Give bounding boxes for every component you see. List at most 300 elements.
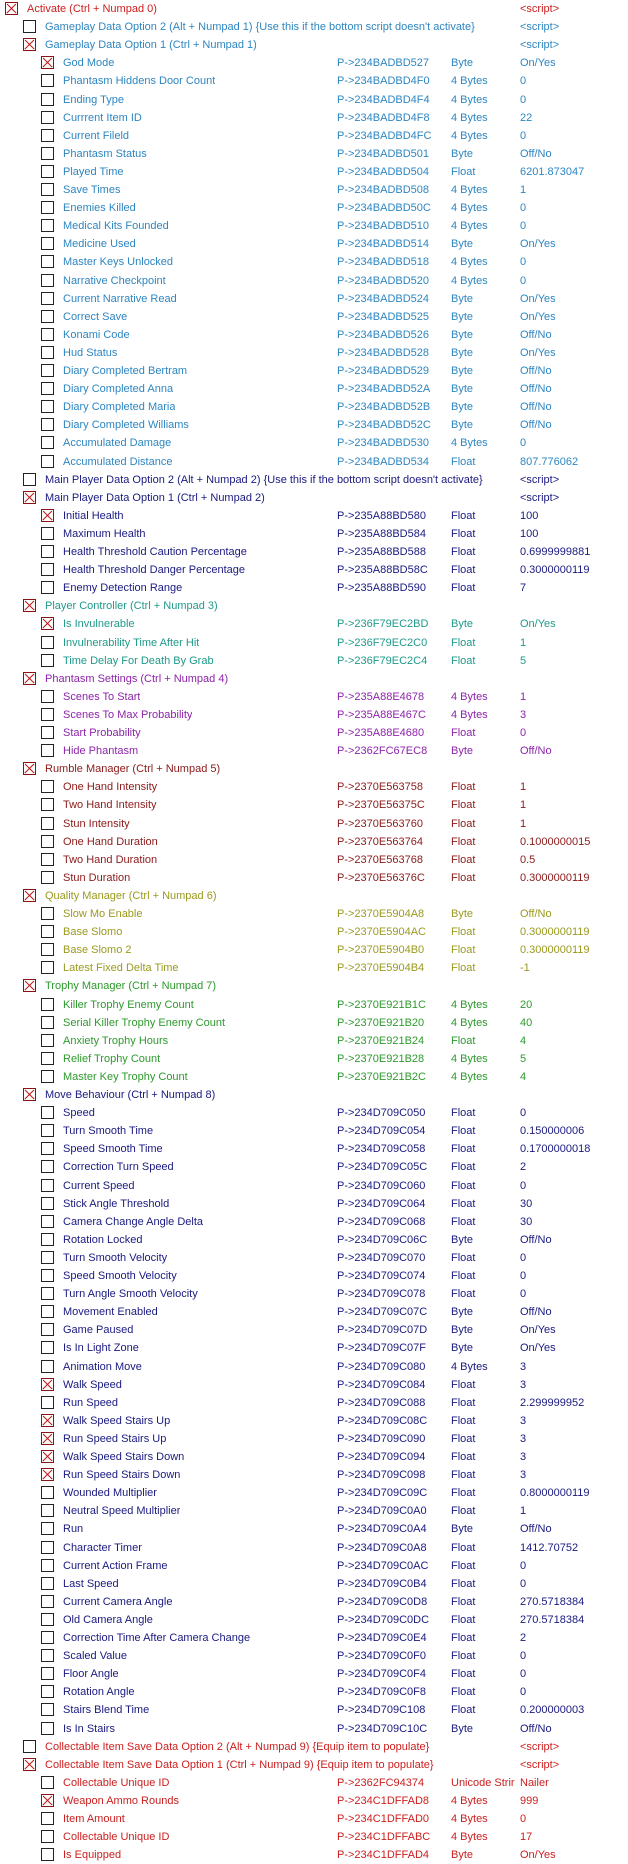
row-description-old-camera-angle[interactable]: Old Camera Angle bbox=[63, 1613, 153, 1626]
table-row[interactable] bbox=[0, 1557, 628, 1575]
row-type[interactable]: 4 Bytes bbox=[451, 274, 488, 287]
table-row[interactable] bbox=[0, 235, 628, 253]
row-description-initial-health[interactable]: Initial Health bbox=[63, 509, 124, 522]
table-row[interactable] bbox=[0, 1647, 628, 1665]
row-value[interactable]: Off/No bbox=[520, 365, 552, 377]
row-value[interactable]: 0 bbox=[520, 1813, 527, 1825]
checkbox-icon[interactable] bbox=[41, 871, 54, 884]
table-row[interactable] bbox=[0, 1376, 628, 1394]
table-row[interactable] bbox=[0, 109, 628, 127]
checkbox-checked-icon[interactable] bbox=[41, 1432, 54, 1445]
row-description-current-camera-angle[interactable]: Current Camera Angle bbox=[63, 1595, 173, 1608]
checkbox-checked-icon[interactable] bbox=[41, 509, 54, 522]
row-description-maximum-health[interactable]: Maximum Health bbox=[63, 527, 146, 540]
table-row[interactable] bbox=[0, 543, 628, 561]
row-value[interactable]: 3 bbox=[520, 1360, 527, 1373]
row-value[interactable]: 0.5 bbox=[520, 853, 536, 866]
table-row[interactable] bbox=[0, 941, 628, 959]
row-description-phantasm-settings-ctrl-numpad-4[interactable]: Phantasm Settings (Ctrl + Numpad 4) bbox=[45, 672, 229, 685]
table-row[interactable] bbox=[0, 1122, 628, 1140]
checkbox-icon[interactable] bbox=[41, 1269, 54, 1282]
table-row[interactable] bbox=[0, 1285, 628, 1303]
row-type[interactable]: 4 Bytes bbox=[451, 202, 488, 215]
row-description-invulnerability-time-after-hit[interactable]: Invulnerability Time After Hit bbox=[63, 636, 200, 649]
row-description-correction-turn-speed[interactable]: Correction Turn Speed bbox=[63, 1161, 174, 1174]
table-row[interactable] bbox=[0, 416, 628, 434]
row-value[interactable]: 0 bbox=[520, 220, 527, 233]
row-description-current-speed[interactable]: Current Speed bbox=[63, 1179, 135, 1192]
row-value[interactable]: 1 bbox=[520, 1505, 527, 1518]
row-type[interactable]: 4 Bytes bbox=[451, 184, 488, 196]
table-row[interactable] bbox=[0, 1158, 628, 1176]
row-value[interactable]: Off/No bbox=[520, 745, 552, 758]
row-description-stun-duration[interactable]: Stun Duration bbox=[63, 871, 131, 884]
row-address[interactable]: P->234D709C084 bbox=[337, 1378, 426, 1391]
row-description-currrent-item-id[interactable]: Currrent Item ID bbox=[63, 111, 142, 124]
row-value[interactable]: 6201.873047 bbox=[520, 165, 585, 178]
row-address[interactable]: P->234D709C050 bbox=[337, 1107, 426, 1120]
row-address[interactable]: P->234D709C0A4 bbox=[337, 1523, 427, 1536]
checkbox-icon[interactable] bbox=[41, 455, 54, 468]
checkbox-icon[interactable] bbox=[41, 1341, 54, 1354]
table-row[interactable] bbox=[0, 1213, 628, 1231]
checkbox-icon[interactable] bbox=[41, 726, 54, 739]
row-address[interactable]: P->234D709C0D8 bbox=[337, 1595, 428, 1608]
row-value[interactable]: 1 bbox=[520, 184, 527, 196]
row-address[interactable]: P->234BADBD525 bbox=[337, 310, 430, 323]
table-row[interactable] bbox=[0, 869, 628, 887]
row-type[interactable]: Float bbox=[451, 1704, 476, 1717]
table-row[interactable] bbox=[0, 742, 628, 760]
row-type[interactable]: Float bbox=[451, 1396, 476, 1409]
table-row[interactable] bbox=[0, 923, 628, 941]
row-type[interactable]: Float bbox=[451, 1161, 476, 1174]
row-description-movement-enabled[interactable]: Movement Enabled bbox=[63, 1306, 158, 1319]
table-row[interactable] bbox=[0, 1792, 628, 1810]
table-row[interactable] bbox=[0, 1756, 628, 1774]
checkbox-icon[interactable] bbox=[41, 1070, 54, 1083]
checkbox-icon[interactable] bbox=[41, 1522, 54, 1535]
checkbox-icon[interactable] bbox=[41, 961, 54, 974]
row-type[interactable]: Float bbox=[451, 1432, 476, 1445]
table-row[interactable] bbox=[0, 163, 628, 181]
row-address[interactable]: P->234D709C0A8 bbox=[337, 1541, 427, 1554]
row-value[interactable]: 2 bbox=[520, 1161, 527, 1174]
checkbox-checked-icon[interactable] bbox=[5, 2, 18, 15]
row-value[interactable]: 0.3000000119 bbox=[520, 926, 590, 939]
table-row[interactable] bbox=[0, 1068, 628, 1086]
checkbox-icon[interactable] bbox=[41, 147, 54, 160]
row-type[interactable]: Float bbox=[451, 962, 476, 975]
row-type[interactable]: Float bbox=[451, 1668, 476, 1681]
row-description-main-player-data-option-1-ctrl-numpad-2[interactable]: Main Player Data Option 1 (Ctrl + Numpad 2) bbox=[45, 491, 265, 504]
row-type[interactable]: 4 Bytes bbox=[451, 1794, 488, 1807]
row-description-floor-angle[interactable]: Floor Angle bbox=[63, 1668, 119, 1681]
row-address[interactable]: P->2370E921B24 bbox=[337, 1034, 425, 1047]
row-type[interactable]: 4 Bytes bbox=[451, 1831, 488, 1844]
row-description-trophy-manager-ctrl-numpad-7[interactable]: Trophy Manager (Ctrl + Numpad 7) bbox=[45, 980, 217, 993]
row-value[interactable]: 3 bbox=[520, 1378, 527, 1391]
table-row[interactable] bbox=[0, 1177, 628, 1195]
row-value[interactable]: 0.8000000119 bbox=[520, 1487, 590, 1500]
row-address[interactable]: P->2370E563768 bbox=[337, 853, 423, 866]
row-description-medical-kits-founded[interactable]: Medical Kits Founded bbox=[63, 220, 169, 233]
table-row[interactable] bbox=[0, 652, 628, 670]
checkbox-checked-icon[interactable] bbox=[41, 1794, 54, 1807]
row-type[interactable]: Byte bbox=[451, 365, 474, 377]
table-row[interactable] bbox=[0, 1050, 628, 1068]
row-type[interactable]: Float bbox=[451, 1650, 476, 1663]
row-description-is-invulnerable[interactable]: Is Invulnerable bbox=[63, 618, 135, 631]
row-description-speed[interactable]: Speed bbox=[63, 1107, 95, 1120]
row-type[interactable]: Float bbox=[451, 1215, 476, 1228]
table-row[interactable] bbox=[0, 507, 628, 525]
row-description-run-speed[interactable]: Run Speed bbox=[63, 1396, 119, 1409]
row-address[interactable]: P->236F79EC2C4 bbox=[337, 654, 428, 667]
table-row[interactable] bbox=[0, 634, 628, 652]
row-address[interactable]: P->2370E56375C bbox=[337, 799, 425, 812]
row-value[interactable]: 0 bbox=[520, 1686, 527, 1699]
row-type[interactable]: Byte bbox=[451, 745, 474, 758]
row-description-diary-completed-anna[interactable]: Diary Completed Anna bbox=[63, 383, 174, 396]
row-description-correction-time-after-camera-change[interactable]: Correction Time After Camera Change bbox=[63, 1632, 251, 1644]
row-address[interactable]: P->234D709C060 bbox=[337, 1179, 426, 1192]
checkbox-icon[interactable] bbox=[41, 654, 54, 667]
checkbox-icon[interactable] bbox=[41, 998, 54, 1011]
table-row[interactable] bbox=[0, 1104, 628, 1122]
table-row[interactable] bbox=[0, 1140, 628, 1158]
row-description-diary-completed-bertram[interactable]: Diary Completed Bertram bbox=[63, 365, 188, 377]
row-description-enemy-detection-range[interactable]: Enemy Detection Range bbox=[63, 582, 183, 595]
row-value[interactable]: 0 bbox=[520, 437, 527, 450]
row-type[interactable]: Float bbox=[451, 1469, 476, 1482]
row-type[interactable]: Float bbox=[451, 1270, 476, 1282]
checkbox-checked-icon[interactable] bbox=[41, 1378, 54, 1391]
table-row[interactable] bbox=[0, 1701, 628, 1719]
row-type[interactable]: 4 Bytes bbox=[451, 111, 488, 124]
checkbox-icon[interactable] bbox=[41, 237, 54, 250]
checkbox-icon[interactable] bbox=[41, 111, 54, 124]
row-description-collectable-unique-id[interactable]: Collectable Unique ID bbox=[63, 1831, 170, 1844]
table-row[interactable] bbox=[0, 561, 628, 579]
table-row[interactable] bbox=[0, 1358, 628, 1376]
row-type[interactable]: Float bbox=[451, 1414, 476, 1427]
row-address[interactable]: P->234BADBD52A bbox=[337, 383, 431, 396]
table-row[interactable] bbox=[0, 72, 628, 90]
row-value[interactable]: <script> bbox=[520, 3, 560, 15]
row-address[interactable]: P->234BADBD528 bbox=[337, 346, 430, 359]
row-type[interactable]: Float bbox=[451, 1505, 476, 1518]
row-description-walk-speed-stairs-down[interactable]: Walk Speed Stairs Down bbox=[63, 1451, 185, 1463]
row-address[interactable]: P->2370E563764 bbox=[337, 835, 423, 848]
row-type[interactable]: 4 Bytes bbox=[451, 1070, 488, 1083]
row-value[interactable]: 999 bbox=[520, 1794, 539, 1807]
table-row[interactable] bbox=[0, 1195, 628, 1213]
checkbox-checked-icon[interactable] bbox=[23, 491, 36, 504]
row-description-rumble-manager-ctrl-numpad-5[interactable]: Rumble Manager (Ctrl + Numpad 5) bbox=[45, 763, 221, 776]
row-address[interactable]: P->235A88E4678 bbox=[337, 690, 425, 703]
row-value[interactable]: 22 bbox=[520, 111, 533, 124]
row-address[interactable]: P->234BADBD527 bbox=[337, 57, 430, 70]
checkbox-icon[interactable] bbox=[41, 1848, 54, 1861]
checkbox-icon[interactable] bbox=[41, 219, 54, 232]
row-value[interactable]: 1 bbox=[520, 781, 527, 794]
checkbox-icon[interactable] bbox=[41, 1160, 54, 1173]
row-type[interactable]: Byte bbox=[451, 310, 474, 323]
table-row[interactable] bbox=[0, 1774, 628, 1792]
table-row[interactable] bbox=[0, 54, 628, 72]
table-row[interactable] bbox=[0, 996, 628, 1014]
checkbox-icon[interactable] bbox=[41, 129, 54, 142]
row-value[interactable]: Off/No bbox=[520, 147, 552, 160]
table-row[interactable] bbox=[0, 1738, 628, 1756]
table-row[interactable] bbox=[0, 1520, 628, 1538]
row-value[interactable]: 0 bbox=[520, 1251, 527, 1264]
row-type[interactable]: Float bbox=[451, 1378, 476, 1391]
row-description-medicine-used[interactable]: Medicine Used bbox=[63, 238, 136, 251]
row-type[interactable]: 4 Bytes bbox=[451, 708, 488, 721]
row-value[interactable]: 0.3000000119 bbox=[520, 944, 590, 957]
checkbox-icon[interactable] bbox=[41, 1179, 54, 1192]
checkbox-checked-icon[interactable] bbox=[41, 617, 54, 630]
row-description-serial-killer-trophy-enemy-count[interactable]: Serial Killer Trophy Enemy Count bbox=[63, 1016, 226, 1029]
checkbox-icon[interactable] bbox=[41, 1251, 54, 1264]
row-description-played-time[interactable]: Played Time bbox=[63, 165, 124, 178]
row-description-speed-smooth-velocity[interactable]: Speed Smooth Velocity bbox=[63, 1270, 177, 1282]
row-description-phantasm-hiddens-door-count[interactable]: Phantasm Hiddens Door Count bbox=[63, 75, 216, 88]
row-type[interactable]: 4 Bytes bbox=[451, 998, 488, 1011]
checkbox-icon[interactable] bbox=[41, 690, 54, 703]
row-description-walk-speed-stairs-up[interactable]: Walk Speed Stairs Up bbox=[63, 1414, 171, 1427]
checkbox-icon[interactable] bbox=[41, 1559, 54, 1572]
checkbox-icon[interactable] bbox=[41, 1396, 54, 1409]
row-type[interactable]: Byte bbox=[451, 346, 474, 359]
table-row[interactable] bbox=[0, 127, 628, 145]
table-row[interactable] bbox=[0, 362, 628, 380]
row-value[interactable]: 2 bbox=[520, 1632, 527, 1644]
checkbox-icon[interactable] bbox=[41, 1052, 54, 1065]
row-value[interactable]: <script> bbox=[520, 1758, 560, 1771]
checkbox-icon[interactable] bbox=[41, 310, 54, 323]
row-type[interactable]: Float bbox=[451, 1451, 476, 1463]
row-address[interactable]: P->234D709C094 bbox=[337, 1451, 426, 1463]
row-type[interactable]: Float bbox=[451, 1143, 476, 1156]
table-row[interactable] bbox=[0, 1846, 628, 1864]
table-row[interactable] bbox=[0, 380, 628, 398]
table-row[interactable] bbox=[0, 434, 628, 452]
row-value[interactable]: Off/No bbox=[520, 1722, 552, 1735]
row-type[interactable]: 4 Bytes bbox=[451, 690, 488, 703]
row-description-gameplay-data-option-1-ctrl-numpad-1[interactable]: Gameplay Data Option 1 (Ctrl + Numpad 1) bbox=[45, 39, 257, 52]
row-value[interactable]: On/Yes bbox=[520, 57, 556, 70]
row-description-one-hand-duration[interactable]: One Hand Duration bbox=[63, 835, 158, 848]
row-description-stairs-blend-time[interactable]: Stairs Blend Time bbox=[63, 1704, 150, 1717]
checkbox-icon[interactable] bbox=[41, 183, 54, 196]
row-description-two-hand-duration[interactable]: Two Hand Duration bbox=[63, 853, 158, 866]
table-row[interactable] bbox=[0, 253, 628, 271]
row-value[interactable]: 100 bbox=[520, 509, 539, 522]
checkbox-icon[interactable] bbox=[41, 1215, 54, 1228]
row-type[interactable]: Float bbox=[451, 1107, 476, 1120]
row-address[interactable]: P->234D709C0F0 bbox=[337, 1650, 426, 1663]
row-address[interactable]: P->234BADBD501 bbox=[337, 147, 430, 160]
table-row[interactable] bbox=[0, 1430, 628, 1448]
row-address[interactable]: P->234BADBD524 bbox=[337, 292, 430, 305]
row-type[interactable]: 4 Bytes bbox=[451, 220, 488, 233]
row-type[interactable]: Byte bbox=[451, 1324, 474, 1337]
row-type[interactable]: Float bbox=[451, 1251, 476, 1264]
row-value[interactable]: <script> bbox=[520, 491, 560, 504]
row-address[interactable]: P->234BADBD4F4 bbox=[337, 93, 430, 106]
row-value[interactable]: Off/No bbox=[520, 401, 552, 414]
row-value[interactable]: 0 bbox=[520, 1577, 527, 1590]
table-row[interactable] bbox=[0, 199, 628, 217]
row-address[interactable]: P->234D709C108 bbox=[337, 1704, 426, 1717]
checkbox-icon[interactable] bbox=[41, 1830, 54, 1843]
row-address[interactable]: P->234BADBD50C bbox=[337, 202, 431, 215]
row-description-diary-completed-maria[interactable]: Diary Completed Maria bbox=[63, 401, 176, 414]
checkbox-icon[interactable] bbox=[41, 1323, 54, 1336]
row-description-turn-smooth-velocity[interactable]: Turn Smooth Velocity bbox=[63, 1251, 168, 1264]
checkbox-icon[interactable] bbox=[23, 20, 36, 33]
row-type[interactable]: Byte bbox=[451, 57, 474, 70]
row-type[interactable]: Float bbox=[451, 817, 476, 830]
row-value[interactable]: Off/No bbox=[520, 328, 552, 341]
row-address[interactable]: P->236F79EC2BD bbox=[337, 618, 429, 631]
row-address[interactable]: P->2370E921B2C bbox=[337, 1070, 426, 1083]
checkbox-icon[interactable] bbox=[23, 473, 36, 486]
row-type[interactable]: Float bbox=[451, 564, 476, 577]
checkbox-icon[interactable] bbox=[41, 165, 54, 178]
row-description-relief-trophy-count[interactable]: Relief Trophy Count bbox=[63, 1052, 161, 1065]
row-type[interactable]: Float bbox=[451, 654, 476, 667]
row-value[interactable]: 20 bbox=[520, 998, 533, 1011]
row-address[interactable]: P->2370E56376C bbox=[337, 871, 425, 884]
row-address[interactable]: P->234BADBD526 bbox=[337, 328, 430, 341]
row-description-master-key-trophy-count[interactable]: Master Key Trophy Count bbox=[63, 1070, 188, 1083]
row-value[interactable]: 3 bbox=[520, 1432, 527, 1445]
row-description-is-in-stairs[interactable]: Is In Stairs bbox=[63, 1722, 115, 1735]
row-address[interactable]: P->235A88E467C bbox=[337, 708, 426, 721]
row-address[interactable]: P->234D709C080 bbox=[337, 1360, 426, 1373]
row-address[interactable]: P->234D709C078 bbox=[337, 1288, 426, 1301]
row-type[interactable]: Byte bbox=[451, 401, 474, 414]
row-description-run[interactable]: Run bbox=[63, 1523, 84, 1536]
checkbox-icon[interactable] bbox=[41, 1106, 54, 1119]
table-row[interactable] bbox=[0, 18, 628, 36]
row-address[interactable]: P->234D709C064 bbox=[337, 1197, 426, 1210]
row-type[interactable]: Byte bbox=[451, 383, 474, 396]
checkbox-icon[interactable] bbox=[41, 1305, 54, 1318]
table-row[interactable] bbox=[0, 1720, 628, 1738]
row-address[interactable]: P->234D709C054 bbox=[337, 1125, 426, 1138]
row-address[interactable]: P->234BADBD530 bbox=[337, 437, 430, 450]
row-address[interactable]: P->234D709C0F8 bbox=[337, 1686, 426, 1699]
row-description-health-threshold-caution-percentage[interactable]: Health Threshold Caution Percentage bbox=[63, 546, 247, 558]
checkbox-checked-icon[interactable] bbox=[23, 599, 36, 612]
row-address[interactable]: P->2370E5904A8 bbox=[337, 908, 425, 920]
row-address[interactable]: P->234BADBD514 bbox=[337, 238, 430, 251]
row-type[interactable]: Float bbox=[451, 1613, 476, 1626]
table-row[interactable] bbox=[0, 1231, 628, 1249]
row-address[interactable]: P->234BADBD52B bbox=[337, 401, 431, 414]
row-description-konami-code[interactable]: Konami Code bbox=[63, 328, 130, 341]
row-value[interactable]: 5 bbox=[520, 654, 527, 667]
row-address[interactable]: P->234BADBD4FC bbox=[337, 129, 432, 142]
row-value[interactable]: 0.3000000119 bbox=[520, 564, 590, 577]
row-type[interactable]: Byte bbox=[451, 419, 474, 432]
row-type[interactable]: Unicode Strir bbox=[451, 1776, 515, 1789]
row-address[interactable]: P->2370E5904B4 bbox=[337, 962, 425, 975]
table-row[interactable] bbox=[0, 670, 628, 688]
checkbox-checked-icon[interactable] bbox=[41, 1450, 54, 1463]
row-description-hide-phantasm[interactable]: Hide Phantasm bbox=[63, 745, 139, 758]
checkbox-checked-icon[interactable] bbox=[41, 1414, 54, 1427]
row-address[interactable]: P->234BADBD4F0 bbox=[337, 75, 430, 88]
row-description-phantasm-status[interactable]: Phantasm Status bbox=[63, 147, 147, 160]
row-value[interactable]: 270.5718384 bbox=[520, 1595, 585, 1608]
row-value[interactable]: 0.6999999881 bbox=[520, 546, 591, 558]
row-value[interactable]: 3 bbox=[520, 1414, 527, 1427]
table-row[interactable] bbox=[0, 760, 628, 778]
row-value[interactable]: Off/No bbox=[520, 383, 552, 396]
checkbox-icon[interactable] bbox=[23, 1740, 36, 1753]
row-address[interactable]: P->234BADBD534 bbox=[337, 455, 430, 468]
row-description-stick-angle-threshold[interactable]: Stick Angle Threshold bbox=[63, 1197, 170, 1210]
row-value[interactable]: <script> bbox=[520, 21, 560, 34]
table-row[interactable] bbox=[0, 851, 628, 869]
row-address[interactable]: P->234BADBD510 bbox=[337, 220, 430, 233]
table-row[interactable] bbox=[0, 688, 628, 706]
row-description-killer-trophy-enemy-count[interactable]: Killer Trophy Enemy Count bbox=[63, 998, 194, 1011]
row-description-weapon-ammo-rounds[interactable]: Weapon Ammo Rounds bbox=[63, 1794, 179, 1807]
row-value[interactable]: Off/No bbox=[520, 908, 552, 920]
row-value[interactable]: On/Yes bbox=[520, 1849, 556, 1862]
checkbox-icon[interactable] bbox=[41, 798, 54, 811]
row-value[interactable]: 0 bbox=[520, 727, 527, 739]
table-row[interactable] bbox=[0, 181, 628, 199]
row-address[interactable]: P->234BADBD518 bbox=[337, 256, 430, 269]
row-value[interactable]: 0.150000006 bbox=[520, 1125, 585, 1138]
row-value[interactable]: 5 bbox=[520, 1052, 527, 1065]
row-type[interactable]: Float bbox=[451, 799, 476, 812]
row-description-turn-angle-smooth-velocity[interactable]: Turn Angle Smooth Velocity bbox=[63, 1288, 198, 1301]
row-address[interactable]: P->235A88E4680 bbox=[337, 727, 425, 739]
checkbox-icon[interactable] bbox=[41, 1360, 54, 1373]
checkbox-icon[interactable] bbox=[41, 1812, 54, 1825]
row-value[interactable]: 0 bbox=[520, 75, 527, 88]
table-row[interactable] bbox=[0, 525, 628, 543]
table-row[interactable] bbox=[0, 1321, 628, 1339]
row-address[interactable]: P->234D709C0A0 bbox=[337, 1505, 427, 1518]
checkbox-icon[interactable] bbox=[41, 1124, 54, 1137]
table-row[interactable] bbox=[0, 1394, 628, 1412]
row-description-latest-fixed-delta-time[interactable]: Latest Fixed Delta Time bbox=[63, 962, 179, 975]
table-row[interactable] bbox=[0, 1339, 628, 1357]
row-address[interactable]: P->234D709C07C bbox=[337, 1306, 428, 1319]
row-type[interactable]: 4 Bytes bbox=[451, 437, 488, 450]
row-value[interactable]: 3 bbox=[520, 1469, 527, 1482]
checkbox-icon[interactable] bbox=[41, 636, 54, 649]
row-type[interactable]: Byte bbox=[451, 1233, 474, 1246]
checkbox-icon[interactable] bbox=[41, 74, 54, 87]
checkbox-checked-icon[interactable] bbox=[23, 672, 36, 685]
checkbox-icon[interactable] bbox=[41, 1667, 54, 1680]
row-address[interactable]: P->234D709C0F4 bbox=[337, 1668, 426, 1681]
table-row[interactable] bbox=[0, 217, 628, 235]
checkbox-icon[interactable] bbox=[41, 418, 54, 431]
row-type[interactable]: Float bbox=[451, 781, 476, 794]
